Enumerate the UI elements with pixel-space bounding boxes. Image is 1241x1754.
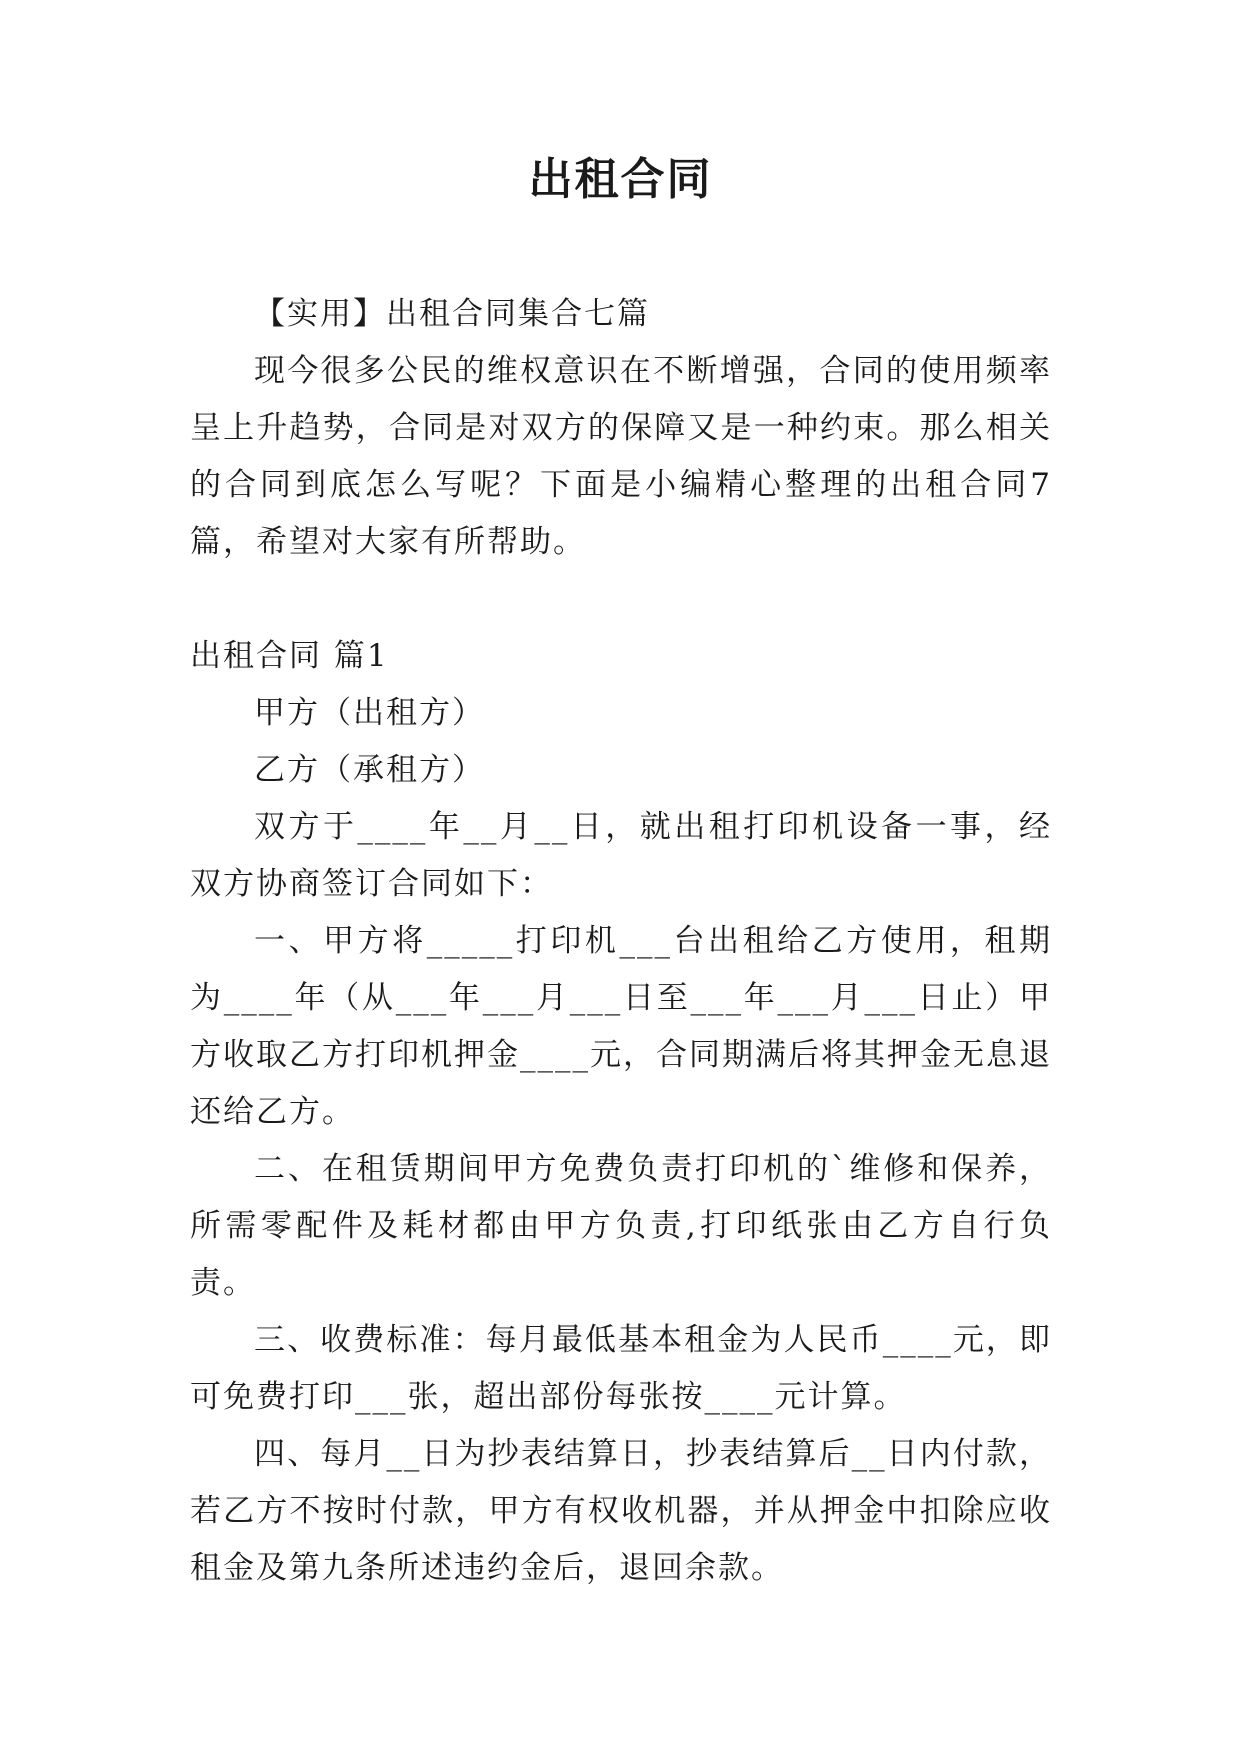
party-a-line: 甲方（出租方）	[254, 695, 485, 731]
clause-4: 四、每月__日为抄表结算日，抄表结算后__日内付款，若乙方不按时付款，甲方有权收机器，并从押金中扣除应收租金及第九条所述违约金后，退回余款。	[190, 1436, 1052, 1586]
party-b-line: 乙方（承租方）	[254, 752, 485, 788]
paragraph-gap	[190, 571, 1052, 628]
document-title: 出租合同	[528, 154, 713, 205]
document-body	[190, 286, 1052, 1597]
section-heading: 出租合同 篇1	[190, 638, 389, 674]
intro-paragraph: 现今很多公民的维权意识在不断增强，合同的使用频率呈上升趋势，合同是对双方的保障又是一种约束。那么相关的合同到底怎么写呢？下面是小编精心整理的出租合同7篇，希望对大家有所帮助。	[190, 353, 1052, 560]
agreement-preamble: 双方于____年__月__日，就出租打印机设备一事，经双方协商签订合同如下：	[190, 809, 1052, 902]
clause-3: 三、收费标准：每月最低基本租金为人民币____元，即可免费打印___张，超出部份每张按____元计算。	[190, 1322, 1052, 1415]
clause-1: 一、甲方将_____打印机___台出租给乙方使用，租期为____年（从___年___月___日至___年___月___日止）甲方收取乙方打印机押金____元，合同期满后将其押金无息退还给乙方。	[190, 923, 1052, 1130]
document-subtitle: 【实用】出租合同集合七篇	[254, 296, 650, 332]
clause-2: 二、在租赁期间甲方免费负责打印机的`维修和保养，所需零配件及耗材都由甲方负责,打印纸张由乙方自行负责。	[190, 1151, 1052, 1301]
